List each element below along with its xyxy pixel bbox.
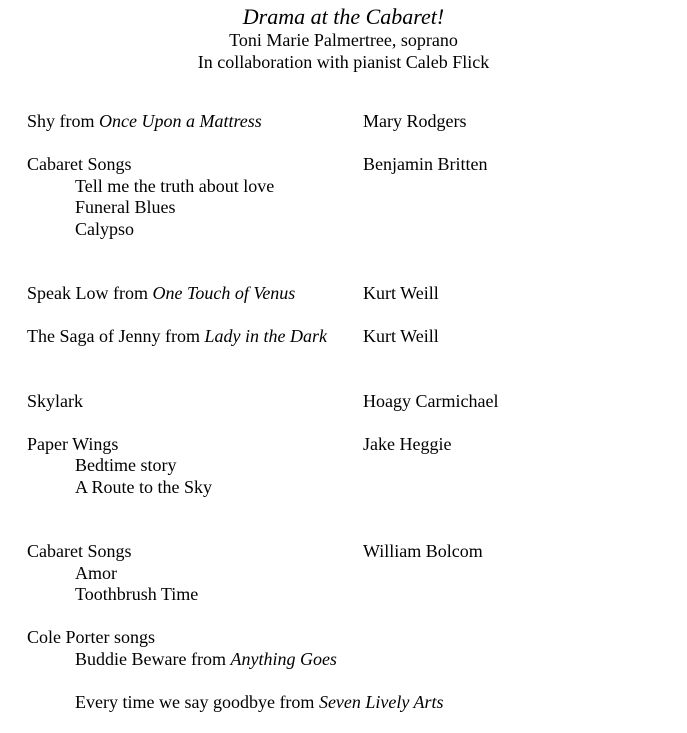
song-item: Amor (75, 562, 117, 583)
entry-head (27, 326, 687, 348)
entry-head (27, 283, 687, 305)
composer-name: William Bolcom (363, 541, 483, 561)
program-entry (27, 434, 687, 499)
composer-name: Hoagy Carmichael (363, 390, 499, 411)
show-title-italic: Seven Lively Arts (318, 691, 444, 712)
show-title-italic: Lady in the Dark (204, 326, 327, 346)
composer-name: Kurt Weill (363, 283, 439, 303)
song-item: A Route to the Sky (75, 476, 213, 497)
song-item: Funeral Blues (75, 197, 176, 217)
program-entry (27, 111, 687, 133)
composer-name: Benjamin Britten (363, 154, 488, 174)
song-item: Buddie Beware from Anything Goes (75, 648, 337, 669)
entry-head (27, 154, 687, 176)
work-title: Paper Wings (27, 433, 119, 454)
song-item: Every time we say goodbye from Seven Lively Arts (75, 691, 444, 712)
work-title: Cabaret Songs (27, 154, 132, 174)
program-title: Drama at the Cabaret! (242, 4, 445, 29)
program-header (0, 3, 687, 73)
entry-head (27, 434, 687, 456)
collaboration-line: In collaboration with pianist Caleb Flick (197, 51, 490, 72)
work-title: Skylark (27, 390, 83, 411)
show-title-italic: One Touch of Venus (152, 283, 296, 303)
song-item: Calypso (75, 218, 135, 239)
show-title-italic: Anything Goes (230, 648, 337, 669)
entry-head (27, 541, 687, 563)
performer-line: Toni Marie Palmertree, soprano (229, 30, 458, 50)
program-entry (27, 627, 687, 713)
work-title: Cole Porter songs (27, 627, 155, 647)
entry-head (27, 627, 687, 649)
work-title: Speak Low from One Touch of Venus (27, 283, 296, 303)
song-item: Toothbrush Time (75, 584, 199, 604)
work-title: Shy from Once Upon a Mattress (27, 111, 262, 131)
program-list (0, 111, 687, 713)
program-entry (27, 283, 687, 305)
composer-name: Mary Rodgers (363, 111, 467, 131)
song-item: Tell me the truth about love (75, 175, 275, 196)
entry-head (27, 111, 687, 133)
show-title-italic: Once Upon a Mattress (99, 111, 262, 131)
composer-name: Kurt Weill (363, 326, 439, 346)
song-item: Bedtime story (75, 455, 177, 475)
program-entry (27, 326, 687, 348)
program-entry (27, 154, 687, 240)
program-entry (27, 391, 687, 413)
program-entry (27, 541, 687, 606)
work-title: The Saga of Jenny from Lady in the Dark (27, 326, 327, 346)
composer-name: Jake Heggie (363, 433, 452, 454)
work-title: Cabaret Songs (27, 541, 132, 561)
entry-head (27, 391, 687, 413)
